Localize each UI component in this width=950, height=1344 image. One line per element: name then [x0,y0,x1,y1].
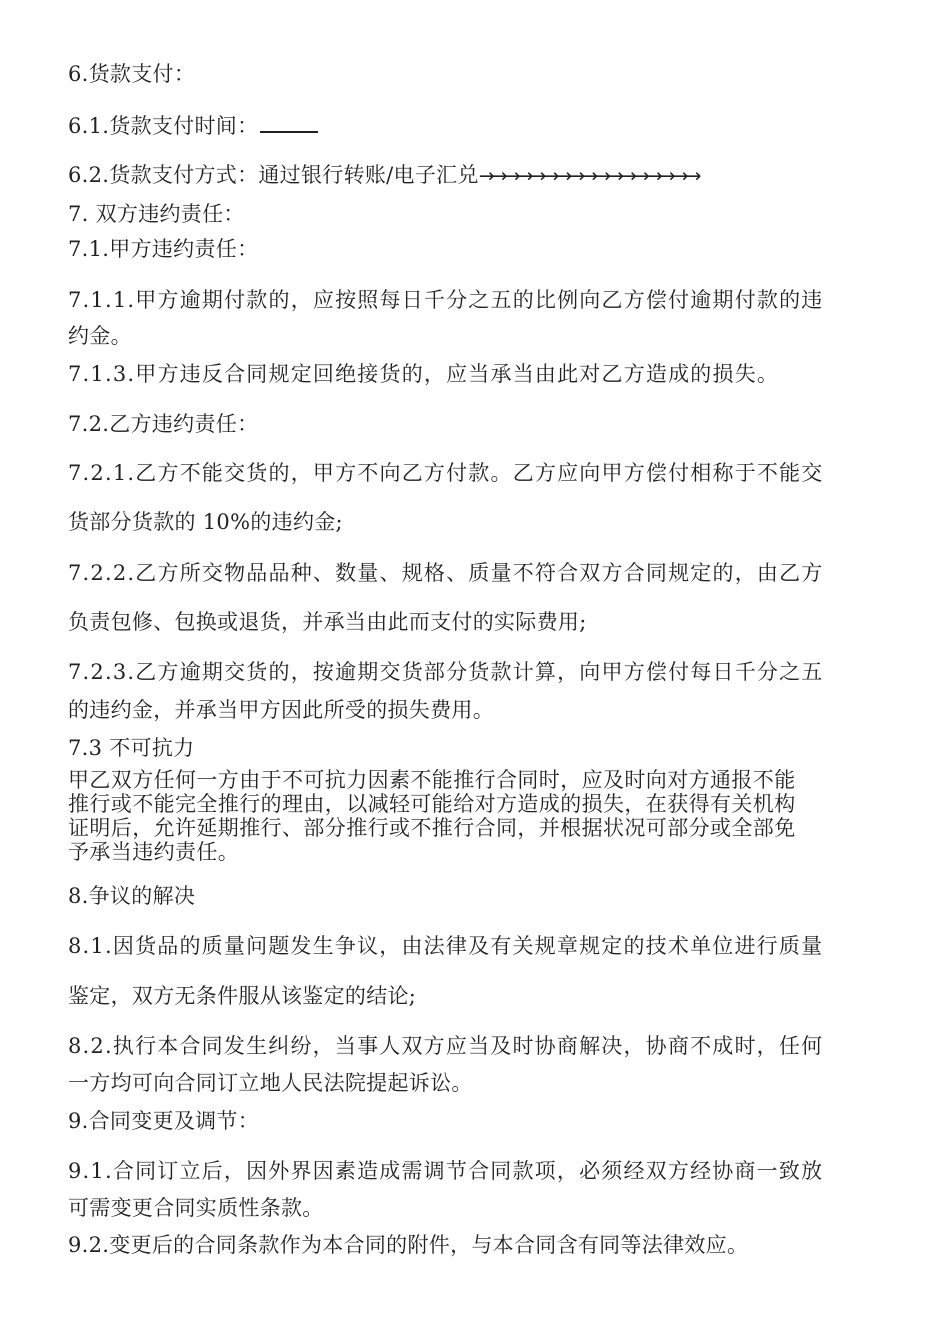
clause-7-1-3: 7.1.3.甲方违反合同规定回绝接货的，应当承当由此对乙方造成的损失。 [68,362,780,386]
heading-payment: 6.货款支付： [68,62,196,86]
force-majeure-paragraph [68,768,796,864]
clause-8-2-cont: 一方均可向合同订立地人民法院提起诉讼。 [68,1071,473,1095]
clause-8-1: 8.1.因货品的质量问题发生争议，由法律及有关规章规定的技术单位进行质量 [68,934,824,958]
clause-9-1: 9.1.合同订立后，因外界因素造成需调节合同款项，必须经双方经协商一致放 [68,1159,824,1183]
payment-time-blank [260,111,318,133]
heading-change: 9.合同变更及调节： [68,1109,260,1133]
clause-7-2-3-cont: 的违约金，并承当甲方因此所受的损失费用。 [68,698,494,722]
tab-arrows: →→→→→→→→→→→→→→→→→ [478,165,699,187]
payment-time-line [68,110,318,140]
heading-liability: 7. 双方违约责任： [68,202,245,226]
payment-time-label: 6.1.货款支付时间： [68,114,259,138]
clause-7-2-2: 7.2.2.乙方所交物品品种、数量、规格、质量不符合双方合同规定的，由乙方 [68,561,824,585]
clause-7-1-1-cont: 约金。 [68,324,132,348]
clause-9-1-cont: 可需变更合同实质性条款。 [68,1196,324,1220]
clause-7-2-2-cont: 负责包修、包换或退货，并承当由此而支付的实际费用; [68,610,587,634]
force-majeure-line: 予承当违约责任。 [68,840,240,864]
force-majeure-line: 推行或不能完全推行的理由，以减轻可能给对方造成的损失，在获得有关机构 [68,792,796,816]
clause-7-2-3: 7.2.3.乙方逾期交货的，按逾期交货部分货款计算，向甲方偿付每日千分之五 [68,660,824,684]
heading-force-majeure: 7.3 不可抗力 [68,736,195,760]
payment-method-text: 6.2.货款支付方式：通过银行转账/电子汇兑 [68,163,479,187]
clause-8-1-cont: 鉴定，双方无条件服从该鉴定的结论; [68,984,417,1008]
clause-7-2-1-cont: 货部分货款的 10%的违约金; [68,510,343,534]
force-majeure-line: 证明后，允许延期推行、部分推行或不推行合同，并根据状况可部分或全部免 [68,816,796,840]
clause-7-2-1: 7.2.1.乙方不能交货的，甲方不向乙方付款。乙方应向甲方偿付相称于不能交 [68,461,824,485]
heading-party-b-liability: 7.2.乙方违约责任： [68,412,259,436]
clause-8-2: 8.2.执行本合同发生纠纷，当事人双方应当及时协商解决，协商不成时，任何 [68,1034,824,1058]
clause-7-1-1: 7.1.1.甲方逾期付款的，应按照每日千分之五的比例向乙方偿付逾期付款的违 [68,288,824,312]
heading-dispute: 8.争议的解决 [68,884,196,908]
payment-method-line [68,159,698,189]
clause-9-2: 9.2.变更后的合同条款作为本合同的附件，与本合同含有同等法律效应。 [68,1233,749,1257]
heading-party-a-liability: 7.1.甲方违约责任： [68,237,259,261]
force-majeure-line: 甲乙双方任何一方由于不可抗力因素不能推行合同时，应及时向对方通报不能 [68,768,796,792]
